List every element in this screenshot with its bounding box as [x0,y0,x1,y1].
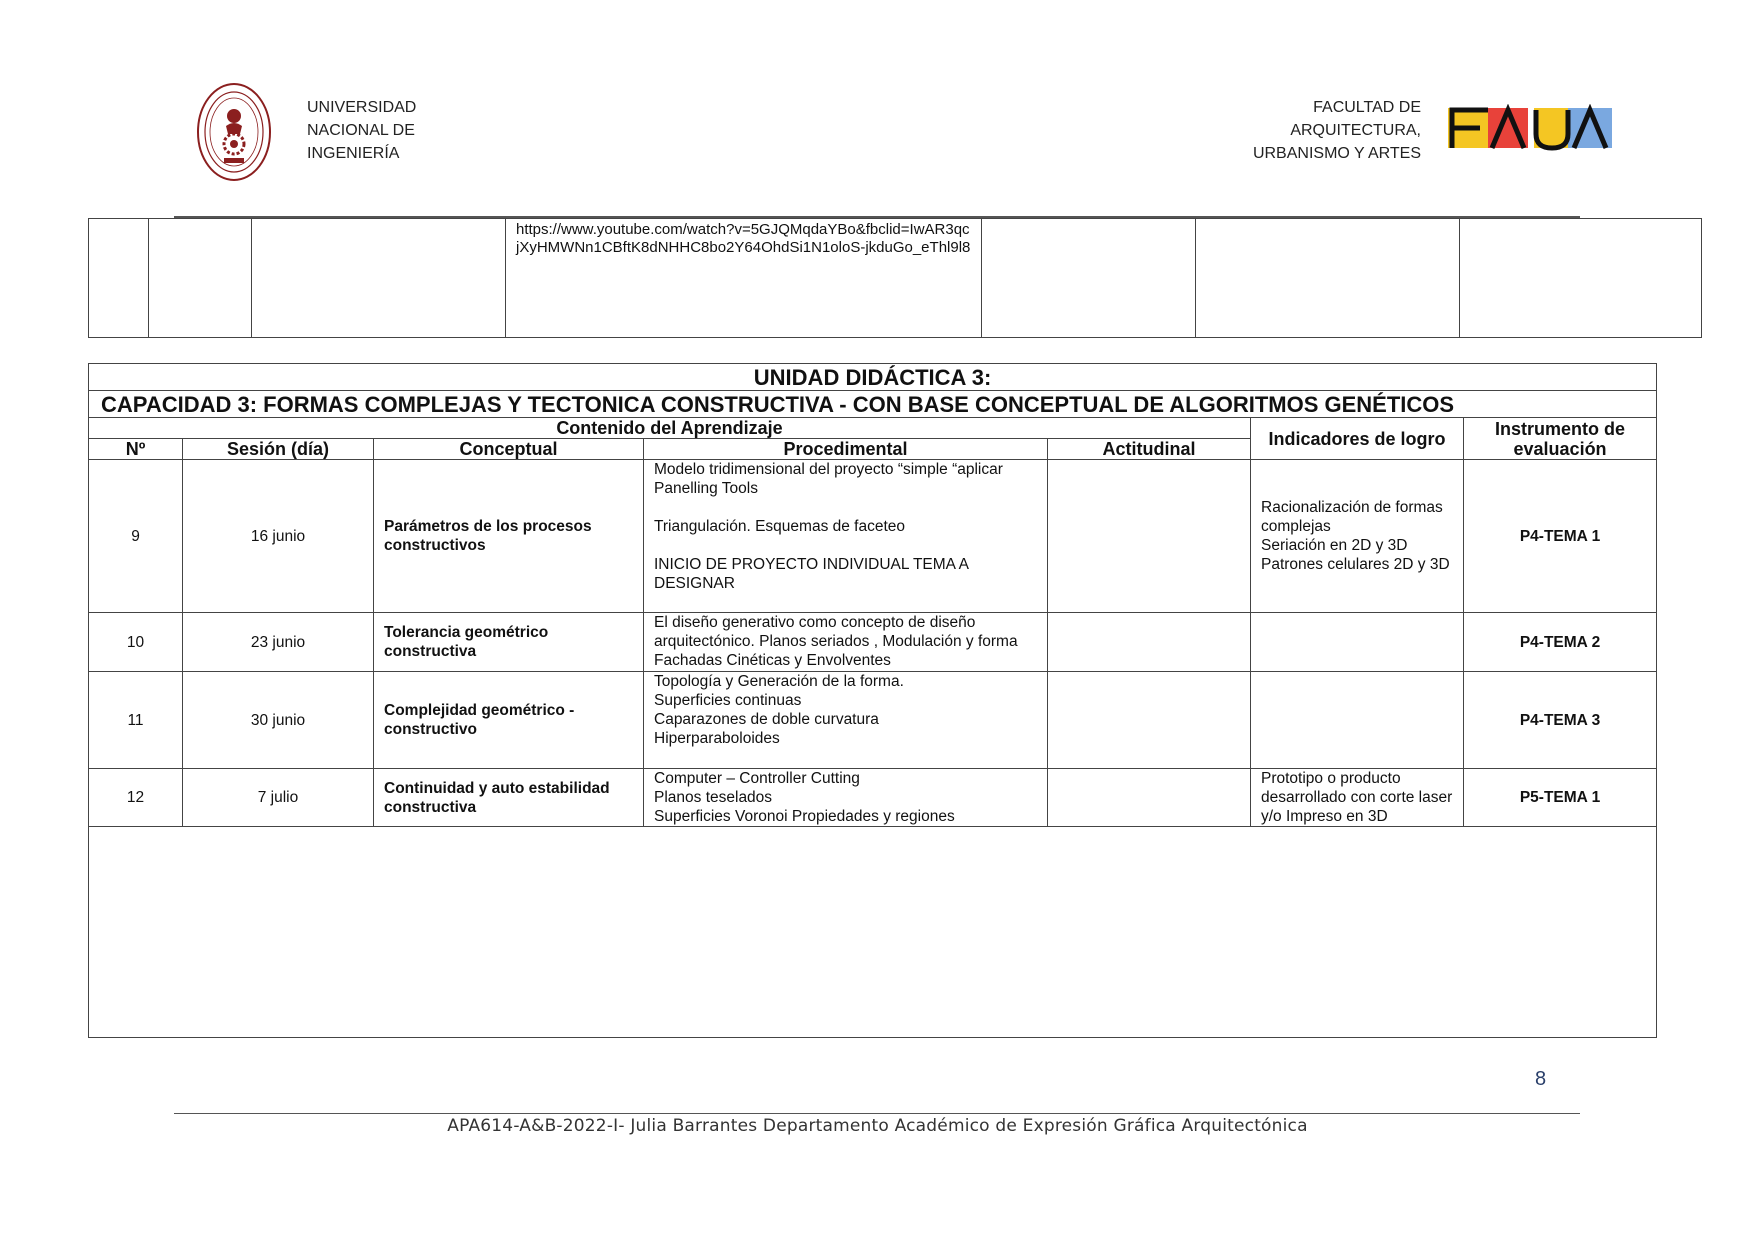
content-group-header: Contenido del Aprendizaje [89,418,1251,439]
table-row [89,769,1657,827]
conceptual-header: Conceptual [374,439,644,460]
proc-line: Superficies Voronoi Propiedades y regiones [654,808,955,825]
indicators-cell [1251,672,1464,769]
instrument-cell: P5-TEMA 1 [1464,769,1657,827]
table-cell [252,219,506,338]
session-date: 7 julio [183,769,374,827]
capacity-title: CAPACIDAD 3: FORMAS COMPLEJAS Y TECTONICA CONSTRUCTIVA - CON BASE CONCEPTUAL DE ALGORITMOS GENÉTICOS [89,391,1657,418]
actitudinal-cell [1048,769,1251,827]
procedimental-cell [644,613,1048,672]
continuation-table [88,218,1702,338]
university-seal-logo [196,82,272,182]
unit-table [88,363,1657,1038]
table-row [89,219,1702,338]
instrument-cell: P4-TEMA 3 [1464,672,1657,769]
table-row [89,672,1657,769]
table-cell [982,219,1196,338]
blank-cell [89,827,1657,1038]
procedimental-cell [644,460,1048,613]
actitudinal-header: Actitudinal [1048,439,1251,460]
procedimental-cell [644,672,1048,769]
actitudinal-cell [1048,613,1251,672]
conceptual-cell: Continuidad y auto estabilidad constructiva [374,769,644,827]
session-number: 9 [89,460,183,613]
instrument-header: Instrumento de evaluación [1464,418,1657,460]
conceptual-cell: Parámetros de los procesos constructivos [374,460,644,613]
session-date: 23 junio [183,613,374,672]
session-number: 12 [89,769,183,827]
indicator-line: Racionalización de formas complejas [1261,499,1443,535]
instrument-cell: P4-TEMA 2 [1464,613,1657,672]
indicator-line: Prototipo o producto desarrollado con corte laser y/o Impreso en 3D [1261,770,1453,825]
footer-text: APA614-A&B-2022-I- Julia Barrantes Departamento Académico de Expresión Gráfica Arquitectónica [447,1116,1308,1136]
indicators-cell [1251,613,1464,672]
proc-line: El diseño generativo como concepto de diseño arquitectónico. Planos seriados , Modulación y forma Fachadas Cinéticas y Envolventes [654,614,1018,669]
number-header: Nº [89,439,183,460]
proc-line: Hiperparaboloides [654,730,780,747]
procedimental-header: Procedimental [644,439,1048,460]
footer-divider [174,1113,1580,1114]
indicator-line: Seriación en 2D y 3D [1261,537,1408,554]
conceptual-cell: Tolerancia geométrico constructiva [374,613,644,672]
video-link[interactable]: https://www.youtube.com/watch?v=5GJQMqdaYBo&fbclid=IwAR3qcjXyHMWNn1CBftK8dNHHC8bo2Y64OhdSi1N1oloS-jkduGo_eThl9l8 [506,219,982,338]
proc-line: INICIO DE PROYECTO INDIVIDUAL TEMA A DESIGNAR [654,556,969,592]
actitudinal-cell [1048,672,1251,769]
table-cell [1196,219,1460,338]
faculty-name: FACULTAD DE ARQUITECTURA, URBANISMO Y ARTES [1252,99,1421,162]
proc-line: Computer – Controller Cutting [654,770,860,787]
proc-line: Caparazones de doble curvatura [654,711,879,728]
session-number: 10 [89,613,183,672]
table-row [89,460,1657,613]
session-number: 11 [89,672,183,769]
instrument-cell: P4-TEMA 1 [1464,460,1657,613]
indicator-line: Patrones celulares 2D y 3D [1261,556,1450,573]
proc-line: Modelo tridimensional del proyecto “simple “aplicar Panelling Tools [654,461,1003,497]
proc-line: Planos teselados [654,789,773,806]
table-cell [149,219,252,338]
page-number: 8 [1535,1068,1547,1090]
indicators-cell [1251,460,1464,613]
actitudinal-cell [1048,460,1251,613]
session-date: 30 junio [183,672,374,769]
unit-title: UNIDAD DIDÁCTICA 3: [89,364,1657,391]
conceptual-cell: Complejidad geométrico - constructivo [374,672,644,769]
procedimental-cell [644,769,1048,827]
indicators-cell [1251,769,1464,827]
faua-logo [1448,104,1616,152]
table-row [89,613,1657,672]
table-cell [1460,219,1702,338]
proc-line: Topología y Generación de la forma. [654,673,904,690]
university-name: UNIVERSIDAD NACIONAL DE INGENIERÍA [307,99,417,162]
table-cell [89,219,149,338]
proc-line: Triangulación. Esquemas de faceteo [654,518,906,535]
blank-row [89,827,1657,1038]
session-header: Sesión (día) [183,439,374,460]
session-date: 16 junio [183,460,374,613]
proc-line: Superficies continuas [654,692,802,709]
indicators-header: Indicadores de logro [1251,418,1464,460]
